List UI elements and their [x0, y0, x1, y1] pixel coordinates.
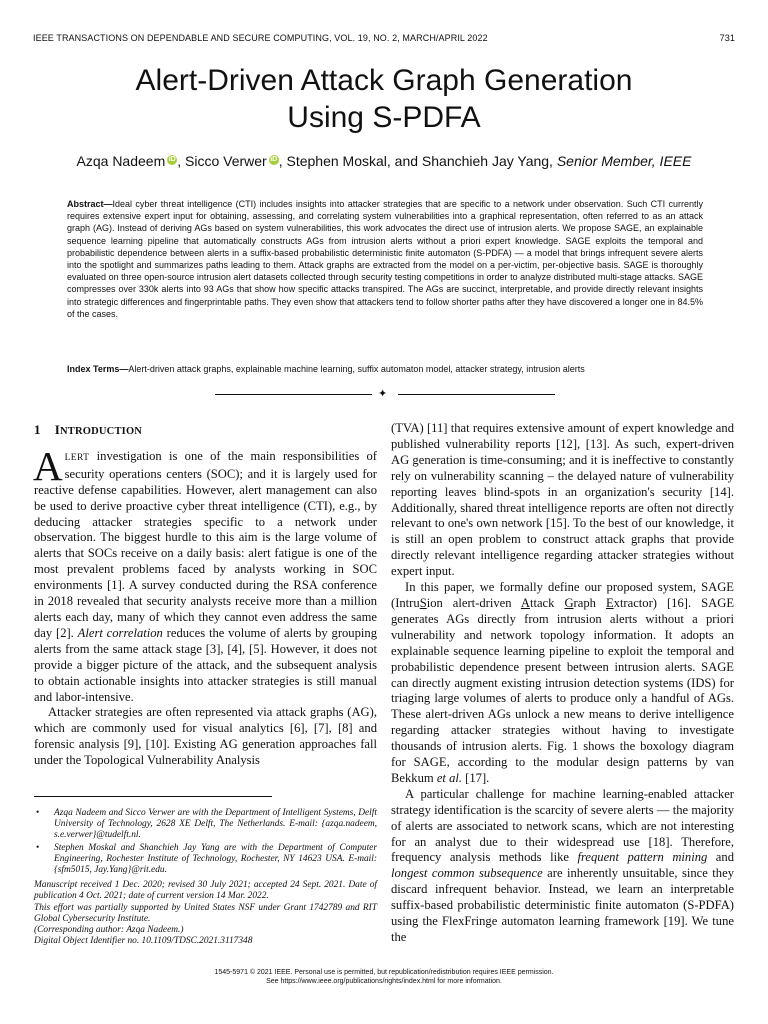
paragraph-text: investigation is one of the main responsibilities of security operations centers (SOC); and it is largely used for reactive defense capabilities. However, alert management can also be used to derive proactive cyber threat intelligence (CTI), e.g., by deducing attacker strategies specific to a network under observation. The biggest hurdle to this aim is the large volume of alerts that SOCs receive on a daily basis: alert fatigue is one of the most prevalent problems faced by analysts working in SOC environments [1]. A survey conducted during the RSA conference in 2018 revealed that security analysts receive more than a million alerts each day, many of which they cannot even address the same day [2]. [34, 448, 377, 640]
footnotes [34, 808, 377, 947]
manuscript-info [34, 880, 377, 947]
index-terms-label: Index Terms— [67, 364, 129, 374]
manuscript-dates: Manuscript received 1 Dec. 2020; revised 30 July 2021; accepted 24 Sept. 2021. Date of publication 4 Oct. 2021; date of current version 14 Mar. 2022. [34, 880, 377, 902]
section-title-rest: NTRODUCTION [59, 426, 143, 437]
paragraph: Attacker strategies are often represented via attack graphs (AG), which are commonly used for visual analytics [6], [7], [8] and forensic analysis [9], [10]. Existing AG generation approaches fall under the Topological Vulnerability Analysis [34, 705, 377, 768]
orcid-icon[interactable]: iD [270, 156, 278, 163]
small-caps-word: LERT [64, 452, 90, 463]
corresponding-author: (Corresponding author: Azqa Nadeem.) [34, 925, 184, 936]
paragraph: (TVA) [11] that requires extensive amount of expert knowledge and published vulnerability reports [12], [13]. As such, expert-driven AG generation is time-consuming; and it is ineffective to constantly rely on vulnerability scanning – the delayed nature of vulnerability reporting leaves blind-spots in an organization's security [14]. Additionally, shared threat intelligence reports are often not directly relevant to one's own network [15]. To the best of our knowledge, it is still an open problem to construct attack graphs that provide directly relevant intelligence regarding attacker strategies without expert input. [391, 421, 734, 579]
paragraph [33, 442, 377, 706]
section-divider [215, 389, 555, 399]
drop-cap: A [33, 442, 63, 489]
paragraph-text: A particular challenge for machine learning-enabled attacker strategy identification is the scarcity of severe alerts — the majority of alerts are associated to network scans, which are not interesting for an analyst due to their widespread use [18]. Therefore, frequency analysis methods like [391, 786, 734, 865]
running-header [33, 33, 735, 47]
footnote-rule [34, 796, 272, 797]
paragraph [391, 787, 734, 946]
divider-line-left [215, 394, 372, 395]
funding-note: This effort was partially supported by United States NSF under Grant 1742789 and RIT Global Cybersecurity Institute. [34, 902, 377, 924]
footnote-text: Stephen Moskal and Shanchieh Jay Yang are with the Department of Computer Engineering, Rochester Institute of Technology, Rochester, NY 14623 USA. E-mail: {sfm5015, Jay.Yang}@rit.edu. [54, 842, 377, 876]
copyright-line-1: 1545-5971 © 2021 IEEE. Personal use is permitted, but republication/redistribution requires IEEE permission. [214, 969, 554, 976]
bullet-icon: • [36, 842, 40, 853]
left-column [34, 421, 377, 769]
title-line-1: Alert-Driven Attack Graph Generation [135, 64, 633, 97]
section-title-first: I [54, 422, 60, 437]
paragraph-text: raph [573, 595, 606, 610]
index-terms-text: Alert-driven attack graphs, explainable machine learning, suffix automaton model, attacker strategy, intrusion alerts [128, 364, 585, 374]
page-number: 731 [719, 33, 735, 43]
underlined-letter: A [520, 595, 530, 610]
underlined-letter: S [419, 595, 427, 610]
author-role: Senior Member, IEEE [556, 153, 692, 169]
abstract-text: Ideal cyber threat intelligence (CTI) includes insights into attacker strategies that are specific to a network under observation. Such CTI currently requires extensive expert input for obtaining, assessing, and correlating system vulnerabilities into a graphical representation, often referred to as an attack graph (AG). Instead of deriving AGs based on system vulnerabilities, this work advocates the direct use of intrusion alerts. We propose SAGE, an explainable sequence learning pipeline that automatically constructs AGs from intrusion alerts without a priori expert knowledge. SAGE exploits the temporal and probabilistic dependence between alerts in a suffix-based probabilistic deterministic finite automaton (S-PDFA) — a model that brings infrequent severe alerts into the spotlight and summarizes paths leading to them. Attack graphs are extracted from the model on a per-victim, per-objective basis. SAGE is thoroughly evaluated on three open-source intrusion alert datasets collected through security testing competitions in order to analyze distributed multi-stage attacks. SAGE compresses over 330k alerts into 93 AGs that show how specific attacks transpired. The AGs are succinct, interpretable, and provide directly relevant insights into strategic differences and fingerprintable paths. They even show that attackers tend to follow shorter paths after they have discovered a longer one in 84.5% of the cases. [67, 199, 703, 319]
author-rest: , Stephen Moskal, and Shanchieh Jay Yang, [278, 153, 553, 169]
bullet-icon: • [36, 808, 40, 818]
copyright-line-2[interactable]: See https://www.ieee.org/publications/rights/index.html for more information. [266, 978, 502, 985]
author-list [0, 153, 768, 169]
emphasis: longest common subsequence [391, 866, 543, 881]
paragraph-text: xtractor) [16]. SAGE generates AGs directly from intrusion alerts without a priori vulnerability and network topology information. It adopts an explainable sequence learning pipeline to exploit the temporal and probabilistic dependence present between intrusion alerts. SAGE can directly augment existing intrusion detection systems (IDS) for triaging large volumes of alerts to produce only a handful of AGs. These alert-driven AGs unlock a new means to derive intelligence regarding attacker strategies without having to investigate thousands of intrusion alerts. Fig. 1 shows the boxology diagram for SAGE, according to the modular design patterns by van Bekkum [391, 595, 735, 785]
footnote-text: Azqa Nadeem and Sicco Verwer are with the Department of Intelligent Systems, Delft University of Technology, 2628 XE Delft, The Netherlands. E-mail: {azqa.nadeem, s.e.verwer}@tudelft.nl. [54, 808, 377, 841]
abstract-label: Abstract— [67, 199, 113, 209]
paragraph-text: reduces the volume of alerts by grouping alerts from the same attack stage [3], [4], [5]. However, it does not provide a bigger picture of the attack, and the subsequent analysis to obtain actionable insights into attacker strategies is still manual and labor-intensive. [34, 625, 377, 704]
abstract [67, 198, 703, 320]
section-heading [34, 422, 377, 440]
underlined-letter: G [564, 595, 574, 610]
journal-name: IEEE TRANSACTIONS ON DEPENDABLE AND SECURE COMPUTING, VOL. 19, NO. 2, MARCH/APRIL 2022 [33, 33, 488, 43]
underlined-letter: E [605, 595, 614, 610]
author-1: Azqa Nadeem [76, 153, 166, 169]
doi: Digital Object Identifier no. 10.1109/TDSC.2021.3117348 [34, 936, 253, 947]
footnote-affiliation-1 [34, 808, 377, 842]
emphasis: frequent pattern mining [577, 850, 708, 865]
emphasis: Alert correlation [77, 625, 163, 640]
orcid-icon[interactable]: iD [168, 156, 176, 163]
copyright-notice [0, 968, 768, 986]
paper-title [0, 62, 768, 136]
right-column [391, 421, 734, 946]
index-terms [67, 363, 703, 375]
author-2: , Sicco Verwer [177, 153, 267, 169]
section-number: 1 [34, 422, 41, 437]
paragraph-text: In this paper, we formally define our proposed system, SAGE (Intru [391, 580, 734, 610]
paragraph-text: [17]. [462, 770, 490, 785]
divider-line-right [398, 394, 555, 395]
paragraph-text: and [707, 850, 734, 865]
paragraph [391, 580, 734, 787]
paragraph-text: ion alert-driven [426, 595, 521, 610]
footnote-affiliation-2 [34, 843, 377, 877]
title-line-2: Using S-PDFA [287, 101, 481, 134]
paragraph-text: are inherently unsuitable, since they discard infrequent behavior. Instead, we learn an interpretable suffix-based probabilistic deterministic finite automaton (S-PDFA) using the FlexFringe automaton learning framework [19]. We tune the [391, 866, 734, 944]
emphasis: et al. [436, 770, 463, 785]
paragraph-text: ttack [529, 595, 565, 610]
diamond-icon: ✦ [378, 388, 388, 400]
